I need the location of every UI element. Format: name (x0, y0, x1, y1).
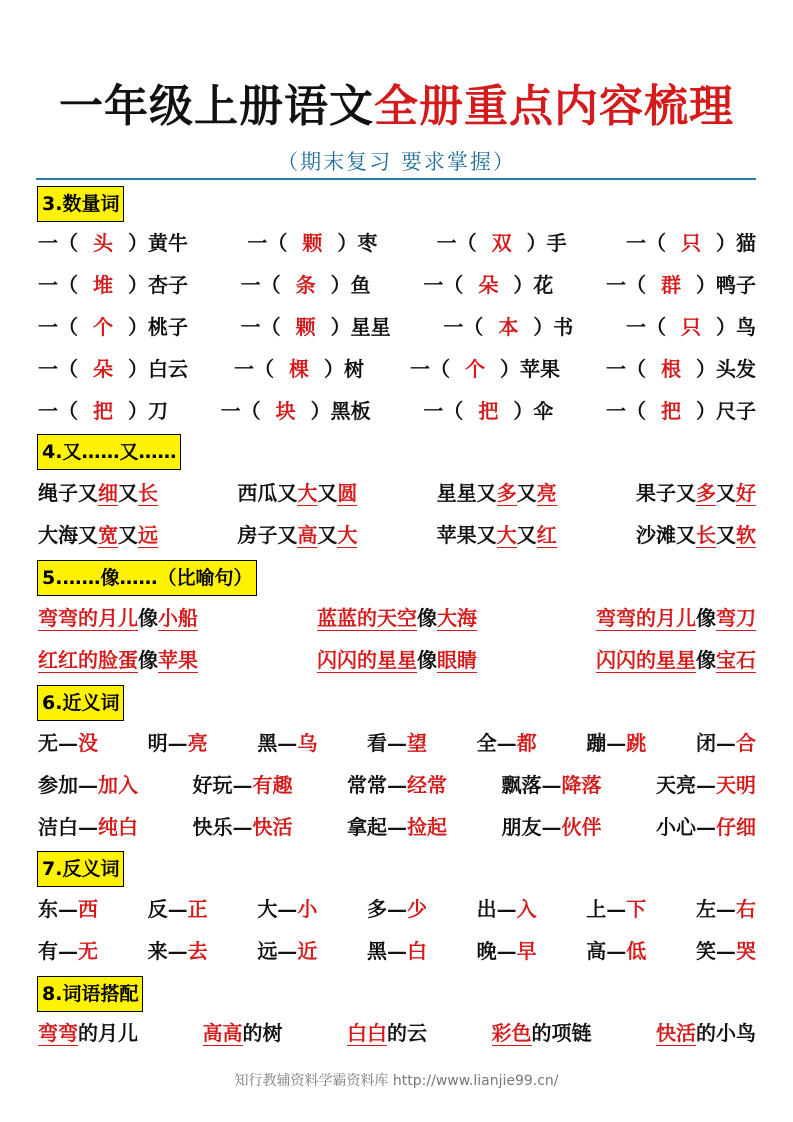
prompt-text: ）刀 (128, 399, 168, 423)
answer-text: 大 (297, 481, 318, 505)
answer-text: 下 (626, 897, 647, 921)
prompt-text: ）鸟 (715, 315, 756, 339)
answer-text: 少 (406, 897, 427, 921)
list-item (38, 726, 98, 760)
answer-text: 弯刀 (716, 606, 756, 630)
answer-text: 正 (187, 897, 208, 921)
list-item (38, 268, 188, 302)
answer-text: 朵 (93, 357, 113, 381)
prompt-text: 一（ (220, 399, 261, 423)
list-item (203, 1016, 283, 1050)
list-item (656, 1016, 756, 1050)
answer-text: 远 (138, 523, 158, 547)
prompt-text: 一（ (240, 315, 281, 339)
answer-text: 棵 (289, 357, 309, 381)
prompt-text: ）猫 (715, 231, 756, 255)
answer-text: 朵 (478, 273, 499, 297)
prompt-text: 又 (118, 523, 138, 547)
list-item (38, 601, 198, 635)
answer-text: 颗 (302, 231, 323, 255)
prompt-text: ）头发 (696, 357, 756, 381)
list-item (317, 643, 477, 677)
list-item (38, 934, 98, 968)
prompt-text: 明— (147, 731, 188, 755)
answer-text: 亮 (536, 481, 557, 505)
prompt-text: 一（ (234, 357, 274, 381)
prompt-text: 的云 (387, 1021, 427, 1045)
prompt-text: 闭— (695, 731, 736, 755)
list-item (477, 934, 537, 968)
prompt-text: ）书 (533, 315, 574, 339)
prompt-text: 像 (417, 648, 437, 672)
answer-text: 合 (735, 731, 756, 755)
answer-text: 白白 (347, 1021, 387, 1045)
answer-text: 根 (661, 357, 681, 381)
prompt-text: ）白云 (128, 357, 188, 381)
prompt-text: 一（ (38, 273, 78, 297)
prompt-text: 又 (715, 523, 736, 547)
answer-text: 好 (735, 481, 756, 505)
answer-text: 只 (680, 231, 701, 255)
list-item (38, 310, 188, 344)
answer-text: 经常 (407, 773, 447, 797)
list-item (38, 643, 198, 677)
answer-text: 宝石 (716, 648, 756, 672)
s8-row (38, 1016, 756, 1050)
answer-text: 块 (275, 399, 296, 423)
prompt-text: 西瓜又 (237, 481, 298, 505)
prompt-text: 一（ (38, 315, 78, 339)
answer-text: 个 (93, 315, 113, 339)
answer-text: 小 (297, 897, 318, 921)
list-item (606, 268, 756, 302)
list-item (237, 476, 357, 510)
prompt-text: 又 (715, 481, 736, 505)
answer-text: 乌 (297, 731, 318, 755)
answer-text: 右 (735, 897, 756, 921)
list-item (502, 810, 602, 844)
prompt-text: 一（ (410, 357, 450, 381)
prompt-text: ）鸭子 (695, 273, 756, 297)
answer-text: 伙伴 (561, 815, 602, 839)
prompt-text: 的树 (242, 1021, 283, 1045)
answer-text: 多 (695, 481, 716, 505)
prompt-text: 好玩— (192, 773, 253, 797)
prompt-text: ）黑板 (310, 399, 371, 423)
s4-row (38, 518, 756, 552)
answer-text: 没 (78, 731, 98, 755)
prompt-text: 小心— (656, 815, 716, 839)
answer-text: 西 (78, 897, 98, 921)
list-item (38, 476, 158, 510)
prompt-text: 又 (317, 481, 338, 505)
prompt-text: ）枣 (337, 231, 378, 255)
prompt-text: ）星星 (330, 315, 391, 339)
prompt-text: 又 (516, 523, 537, 547)
prompt-text: 的月儿 (78, 1021, 138, 1045)
list-item (38, 1016, 138, 1050)
prompt-text: 沙滩又 (635, 523, 696, 547)
answer-text: 堆 (93, 273, 113, 297)
s5-row (38, 601, 756, 635)
list-item (241, 268, 371, 302)
list-item (234, 352, 364, 386)
prompt-text: ）黄牛 (128, 231, 188, 255)
list-item (423, 268, 553, 302)
list-item (586, 726, 646, 760)
list-item (636, 476, 756, 510)
answer-text: 苹果 (158, 648, 198, 672)
answer-text: 有趣 (252, 773, 293, 797)
prompt-text: 一（ (38, 231, 78, 255)
answer-text: 个 (465, 357, 485, 381)
answer-text: 望 (406, 731, 427, 755)
answer-text: 早 (516, 939, 537, 963)
answer-text: 近 (297, 939, 318, 963)
prompt-text: 的小鸟 (696, 1021, 756, 1045)
answer-text: 圆 (337, 481, 358, 505)
prompt-text: 黑— (366, 939, 407, 963)
answer-text: 闪闪的星星 (596, 648, 696, 672)
s5-row (38, 643, 756, 677)
prompt-text: 多— (366, 897, 407, 921)
list-item (257, 892, 317, 926)
prompt-text: 看— (366, 731, 407, 755)
answer-text: 彩色 (491, 1021, 532, 1045)
prompt-text: 天亮— (656, 773, 716, 797)
prompt-text: 有— (38, 939, 78, 963)
prompt-text: 洁白— (38, 815, 98, 839)
list-item (656, 810, 756, 844)
answer-text: 大 (337, 523, 358, 547)
answer-text: 高高 (202, 1021, 243, 1045)
prompt-text: 一（ (605, 399, 646, 423)
answer-text: 细 (98, 481, 118, 505)
list-item (38, 768, 138, 802)
prompt-text: 一（ (247, 231, 288, 255)
list-item (437, 518, 557, 552)
list-item (596, 601, 756, 635)
s3-row (38, 226, 756, 260)
prompt-text: 飘落— (501, 773, 562, 797)
prompt-text: 一（ (625, 231, 666, 255)
answer-text: 白 (406, 939, 427, 963)
prompt-text: 一（ (423, 273, 464, 297)
answer-text: 本 (498, 315, 519, 339)
title-divider (36, 178, 756, 180)
answer-text: 多 (496, 481, 517, 505)
prompt-text: 绳子又 (38, 481, 98, 505)
list-item (477, 726, 537, 760)
list-item (257, 726, 317, 760)
s3-row (38, 394, 756, 428)
answer-text: 快活 (252, 815, 293, 839)
answer-text: 把 (93, 399, 113, 423)
list-item (148, 934, 208, 968)
section-heading-you-you: 4.又……又…… (37, 434, 181, 470)
answer-text: 群 (660, 273, 681, 297)
prompt-text: 蹦— (586, 731, 627, 755)
list-item (367, 726, 427, 760)
s6-row (38, 810, 756, 844)
section-heading-quantifiers: 3.数量词 (37, 186, 124, 222)
prompt-text: 无— (38, 731, 78, 755)
prompt-text: 像 (696, 606, 716, 630)
prompt-text: ）花 (513, 273, 554, 297)
prompt-text: 一（ (606, 357, 646, 381)
prompt-text: ）桃子 (128, 315, 188, 339)
section-heading-collocations: 8.词语搭配 (37, 976, 143, 1012)
list-item (606, 394, 756, 428)
list-item (317, 601, 477, 635)
list-item (626, 310, 756, 344)
answer-text: 快活 (656, 1021, 696, 1045)
list-item (626, 226, 756, 260)
prompt-text: 笑— (695, 939, 736, 963)
list-item (193, 810, 293, 844)
prompt-text: ）树 (324, 357, 364, 381)
list-item (241, 310, 391, 344)
answer-text: 颗 (295, 315, 316, 339)
answer-text: 高 (297, 523, 318, 547)
answer-text: 条 (295, 273, 316, 297)
prompt-text: 上— (586, 897, 627, 921)
prompt-text: 东— (38, 897, 78, 921)
prompt-text: ）苹果 (500, 357, 560, 381)
prompt-text: 一（ (423, 399, 464, 423)
list-item (38, 352, 188, 386)
answer-text: 跳 (626, 731, 647, 755)
prompt-text: 反— (147, 897, 188, 921)
answer-text: 无 (78, 939, 98, 963)
answer-text: 都 (516, 731, 537, 755)
prompt-text: ）手 (526, 231, 567, 255)
answer-text: 大 (496, 523, 517, 547)
list-item (38, 810, 138, 844)
prompt-text: 大海又 (38, 523, 98, 547)
list-item (696, 934, 756, 968)
title-part1: 一年级上册语文 (59, 81, 374, 132)
answer-text: 降落 (561, 773, 602, 797)
list-item (443, 310, 573, 344)
answer-text: 捡起 (407, 815, 447, 839)
section-heading-simile: 5.……像……（比喻句） (37, 560, 257, 596)
s3-row (38, 352, 756, 386)
answer-text: 闪闪的星星 (317, 648, 417, 672)
prompt-text: 的项链 (531, 1021, 592, 1045)
page-subtitle: （期末复习 要求掌握） (277, 150, 516, 174)
prompt-text: 一（ (240, 273, 281, 297)
list-item (257, 934, 317, 968)
list-item (367, 934, 427, 968)
prompt-text: ）伞 (513, 399, 554, 423)
answer-text: 软 (735, 523, 756, 547)
answer-text: 去 (187, 939, 208, 963)
answer-text: 哭 (735, 939, 756, 963)
prompt-text: 来— (147, 939, 188, 963)
prompt-text: 一（ (38, 357, 78, 381)
list-item (586, 934, 646, 968)
prompt-text: 房子又 (237, 523, 298, 547)
s3-row (38, 310, 756, 344)
prompt-text: 参加— (38, 773, 98, 797)
list-item (502, 768, 602, 802)
prompt-text: 又 (516, 481, 537, 505)
answer-text: 低 (626, 939, 647, 963)
prompt-text: 晚— (476, 939, 517, 963)
prompt-text: 像 (138, 606, 158, 630)
list-item (437, 476, 557, 510)
prompt-text: 又 (317, 523, 338, 547)
s6-row (38, 726, 756, 760)
answer-text: 长 (138, 481, 158, 505)
list-item (423, 394, 553, 428)
prompt-text: 一（ (443, 315, 484, 339)
prompt-text: 苹果又 (436, 523, 497, 547)
list-item (586, 892, 646, 926)
prompt-text: 果子又 (635, 481, 696, 505)
answer-text: 蓝蓝的天空 (317, 606, 417, 630)
prompt-text: 像 (696, 648, 716, 672)
prompt-text: 像 (417, 606, 437, 630)
list-item (247, 226, 377, 260)
answer-text: 弯弯 (38, 1021, 78, 1045)
prompt-text: 又 (118, 481, 138, 505)
answer-text: 大海 (437, 606, 477, 630)
answer-text: 眼睛 (437, 648, 477, 672)
title-part2: 全册重点内容梳理 (374, 81, 734, 132)
list-item (596, 643, 756, 677)
list-item (38, 892, 98, 926)
answer-text: 宽 (98, 523, 118, 547)
answer-text: 头 (93, 231, 113, 255)
prompt-text: 全— (476, 731, 517, 755)
answer-text: 小船 (158, 606, 198, 630)
list-item (410, 352, 560, 386)
list-item (347, 810, 447, 844)
list-item (193, 768, 293, 802)
answer-text: 亮 (187, 731, 208, 755)
list-item (347, 768, 447, 802)
s4-row (38, 476, 756, 510)
prompt-text: 大— (257, 897, 298, 921)
list-item (38, 394, 168, 428)
list-item (347, 1016, 427, 1050)
list-item (656, 768, 756, 802)
prompt-text: 星星又 (436, 481, 497, 505)
list-item (148, 892, 208, 926)
answer-text: 弯弯的月儿 (38, 606, 138, 630)
list-item (237, 518, 357, 552)
answer-text: 仔细 (716, 815, 756, 839)
s7-row (38, 934, 756, 968)
list-item (437, 226, 567, 260)
s6-row (38, 768, 756, 802)
list-item (38, 226, 188, 260)
answer-text: 加入 (98, 773, 138, 797)
answer-text: 红 (536, 523, 557, 547)
list-item (696, 892, 756, 926)
answer-text: 红红的脸蛋 (38, 648, 138, 672)
prompt-text: ）杏子 (128, 273, 188, 297)
prompt-text: 朋友— (501, 815, 562, 839)
page-footer: 知行教辅资料学霸资料库 http://www.lianjie99.cn/ (234, 1073, 559, 1089)
answer-text: 双 (491, 231, 512, 255)
list-item (477, 892, 537, 926)
answer-text: 把 (660, 399, 681, 423)
list-item (367, 892, 427, 926)
list-item (606, 352, 756, 386)
prompt-text: 一（ (605, 273, 646, 297)
prompt-text: 拿起— (347, 815, 407, 839)
prompt-text: 高— (586, 939, 627, 963)
answer-text: 纯白 (98, 815, 138, 839)
list-item (148, 726, 208, 760)
prompt-text: 一（ (625, 315, 666, 339)
prompt-text: 一（ (38, 399, 78, 423)
answer-text: 入 (516, 897, 537, 921)
prompt-text: ）鱼 (330, 273, 371, 297)
prompt-text: 一（ (436, 231, 477, 255)
answer-text: 只 (680, 315, 701, 339)
prompt-text: 快乐— (192, 815, 253, 839)
answer-text: 弯弯的月儿 (596, 606, 696, 630)
prompt-text: 黑— (257, 731, 298, 755)
list-item (221, 394, 371, 428)
prompt-text: 出— (476, 897, 517, 921)
prompt-text: 像 (138, 648, 158, 672)
list-item (38, 518, 158, 552)
prompt-text: ）尺子 (695, 399, 756, 423)
page-title (0, 70, 793, 132)
answer-text: 把 (478, 399, 499, 423)
list-item (492, 1016, 592, 1050)
section-heading-antonyms: 7.反义词 (37, 851, 124, 887)
s7-row (38, 892, 756, 926)
s3-row (38, 268, 756, 302)
prompt-text: 远— (257, 939, 298, 963)
prompt-text: 常常— (347, 773, 407, 797)
prompt-text: 左— (695, 897, 736, 921)
list-item (636, 518, 756, 552)
section-heading-synonyms: 6.近义词 (37, 685, 124, 721)
list-item (696, 726, 756, 760)
answer-text: 长 (695, 523, 716, 547)
answer-text: 天明 (716, 773, 756, 797)
